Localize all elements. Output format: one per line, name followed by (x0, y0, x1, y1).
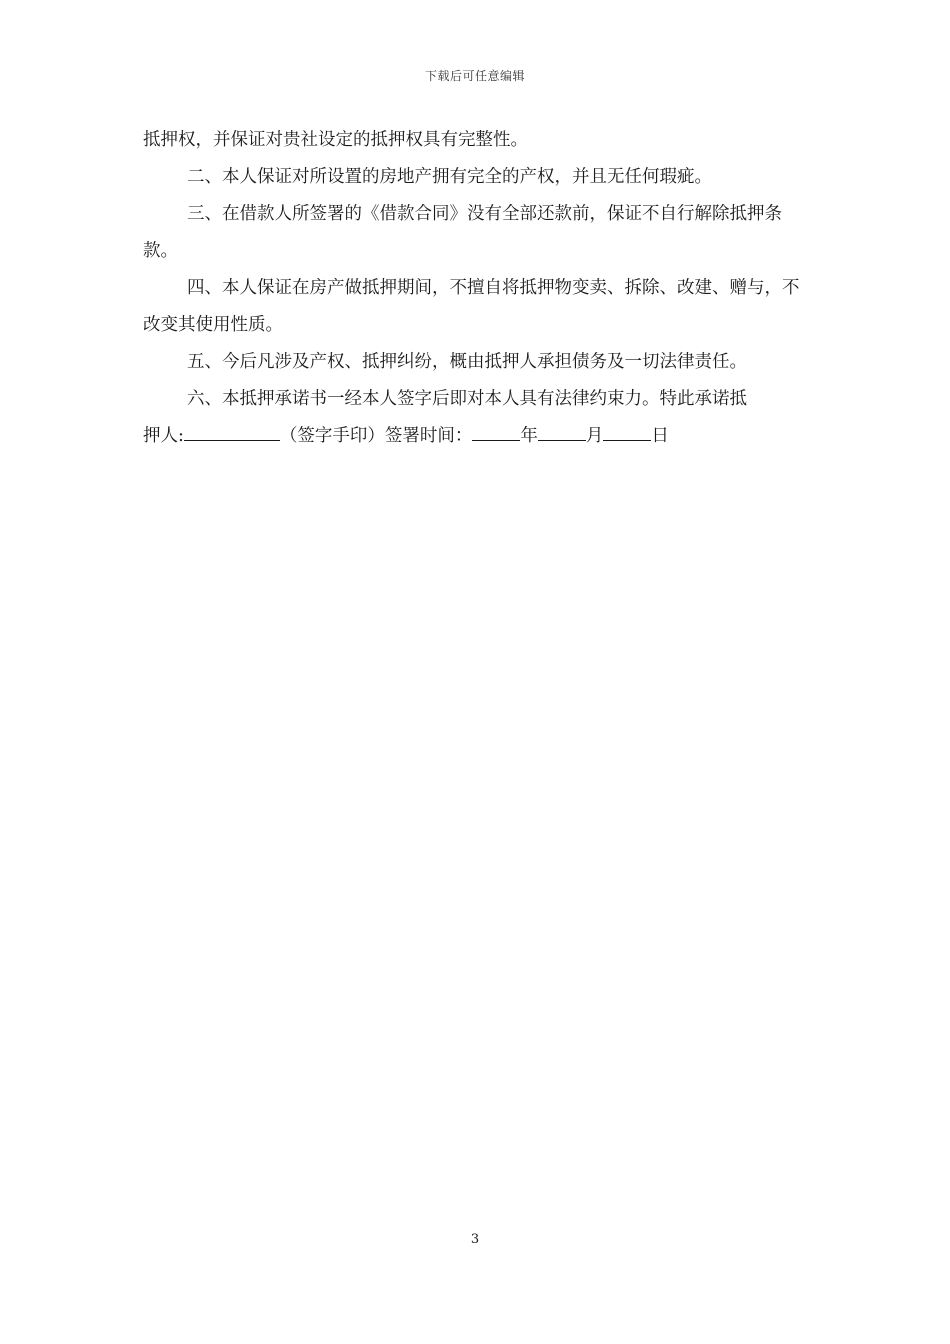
day-label: 日 (651, 426, 669, 446)
signature-line (143, 418, 811, 455)
page-number: 3 (470, 1232, 480, 1247)
clause-4: 四、本人保证在房产做抵押期间，不擅自将抵押物变卖、拆除、改建、赠与，不改变其使用性质。 (143, 278, 800, 335)
clause-3: 三、在借款人所签署的《借款合同》没有全部还款前，保证不自行解除抵押条款。 (143, 204, 782, 261)
month-blank[interactable] (538, 425, 586, 441)
clause-2: 二、本人保证对所设置的房地产拥有完全的产权，并且无任何瑕疵。 (187, 167, 712, 187)
clause-6: 六、本抵押承诺书一经本人签字后即对本人具有法律约束力。特此承诺抵 (187, 389, 747, 409)
signature-blank[interactable] (184, 425, 280, 441)
month-label: 月 (585, 426, 604, 446)
sign-note: （签字手印）签署时间： (279, 426, 473, 446)
year-blank[interactable] (472, 425, 520, 441)
document-body (143, 122, 811, 455)
mortgagor-label: 押人: (143, 426, 184, 446)
clause-5: 五、今后凡涉及产权、抵押纠纷，概由抵押人承担债务及一切法律责任。 (187, 352, 747, 372)
day-blank[interactable] (603, 425, 651, 441)
year-label: 年 (520, 426, 538, 446)
paragraph-continuation: 抵押权，并保证对贵社设定的抵押权具有完整性。 (143, 130, 528, 150)
page-header: 下载后可任意编辑 (424, 69, 525, 83)
